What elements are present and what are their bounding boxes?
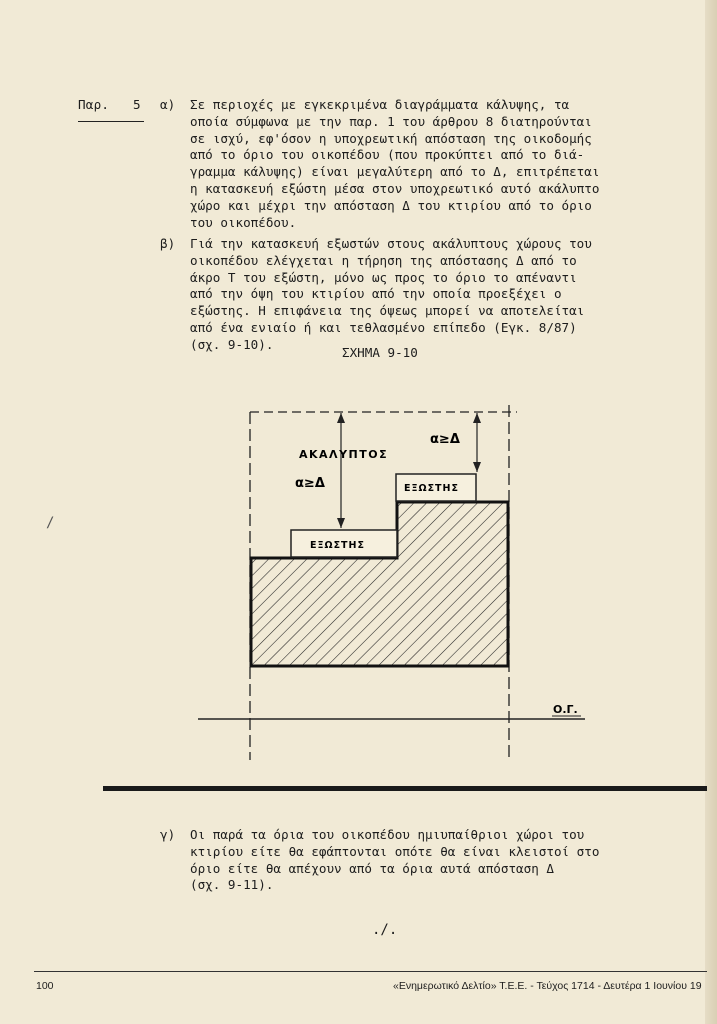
a-ge-d-right-label: α≥Δ (430, 432, 460, 447)
akalyptos-label: ΑΚΑΛΥΠΤΟΣ (299, 448, 389, 461)
text-line: η κατασκευή εξώστη μέσα στον υποχρεωτικό αυτό ακάλυπτο (190, 180, 600, 196)
figure-title: ΣΧΗΜΑ 9-10 (342, 345, 418, 360)
section-divider (103, 786, 707, 791)
text-line: όριο είτε θα απέχουν από τα όρια αυτά απόσταση Δ (190, 860, 554, 876)
a-ge-d-left-label: α≥Δ (295, 476, 325, 491)
footer-rule (34, 971, 707, 972)
text-line: χώρο και μέχρι την απόσταση Δ του κτιρίου από το όριο (190, 197, 592, 213)
text-line: του οικοπέδου. (190, 214, 297, 230)
text-line: Σε περιοχές με εγκεκριμένα διαγράμματα κάλυψης, τα (190, 97, 570, 112)
building-body (251, 502, 508, 666)
text-line: (σχ. 9-10). (190, 336, 274, 352)
section-c-text (190, 827, 690, 894)
balcony-upper-label: ΕΞΩΣΤΗΣ (404, 483, 459, 494)
text-line: οικοπέδου ελέγχεται η τήρηση της απόστασης Δ από το (190, 252, 577, 268)
text-line: από το όριο του οικοπέδου (που προκύπτει από το διά- (190, 147, 585, 163)
continuation-mark: ./. (372, 922, 398, 938)
section-a-label: α) (160, 97, 176, 112)
paragraph-label: Παρ. (78, 97, 110, 112)
balcony-lower-label: ΕΞΩΣΤΗΣ (310, 540, 365, 551)
text-line: οποία σύμφωνα με την παρ. 1 του άρθρου 8 διατηρούνται (190, 113, 592, 129)
section-b-label: β) (160, 236, 176, 251)
ground-label: Ο.Γ. (553, 703, 578, 716)
text-line: εξώστης. Η επιφάνεια της όψεως μπορεί να αποτελείται (190, 303, 585, 319)
margin-mark: / (46, 515, 55, 531)
paragraph-number: 5 (133, 97, 141, 112)
footer-publication: «Ενημερωτικό Δελτίο» Τ.Ε.Ε. - Τεύχος 1714 - Δευτέρα 1 Ιουνίου 19 (393, 980, 702, 992)
text-line: σε ισχύ, εφ'όσον η υποχρεωτική απόσταση της οικοδομής (190, 130, 592, 146)
text-line: γραμμα κάλυψης) είναι μεγαλύτερη από το Δ, επιτρέπεται (190, 164, 600, 180)
text-line: από την όψη του κτιρίου από την οποία προεξέχει ο (190, 286, 562, 302)
text-line: Οι παρά τα όρια του οικοπέδου ημιυπαίθριοι χώροι του (190, 827, 585, 842)
text-line: άκρο Τ του εξώστη, μόνο ως προς το όριο το απέναντι (190, 269, 577, 285)
text-line: από ένα ενιαίο ή και τεθλασμένο επίπεδο (Εγκ. 8/87) (190, 319, 577, 335)
text-line: κτιρίου είτε θα εφάπτονται οπότε θα είναι κλειστοί στο (190, 843, 600, 859)
text-line: (σχ. 9-11). (190, 877, 274, 893)
page-number: 100 (36, 980, 54, 992)
section-c-label: γ) (160, 827, 176, 842)
text-line: Γιά την κατασκευή εξωστών στους ακάλυπτους χώρους του (190, 236, 592, 251)
